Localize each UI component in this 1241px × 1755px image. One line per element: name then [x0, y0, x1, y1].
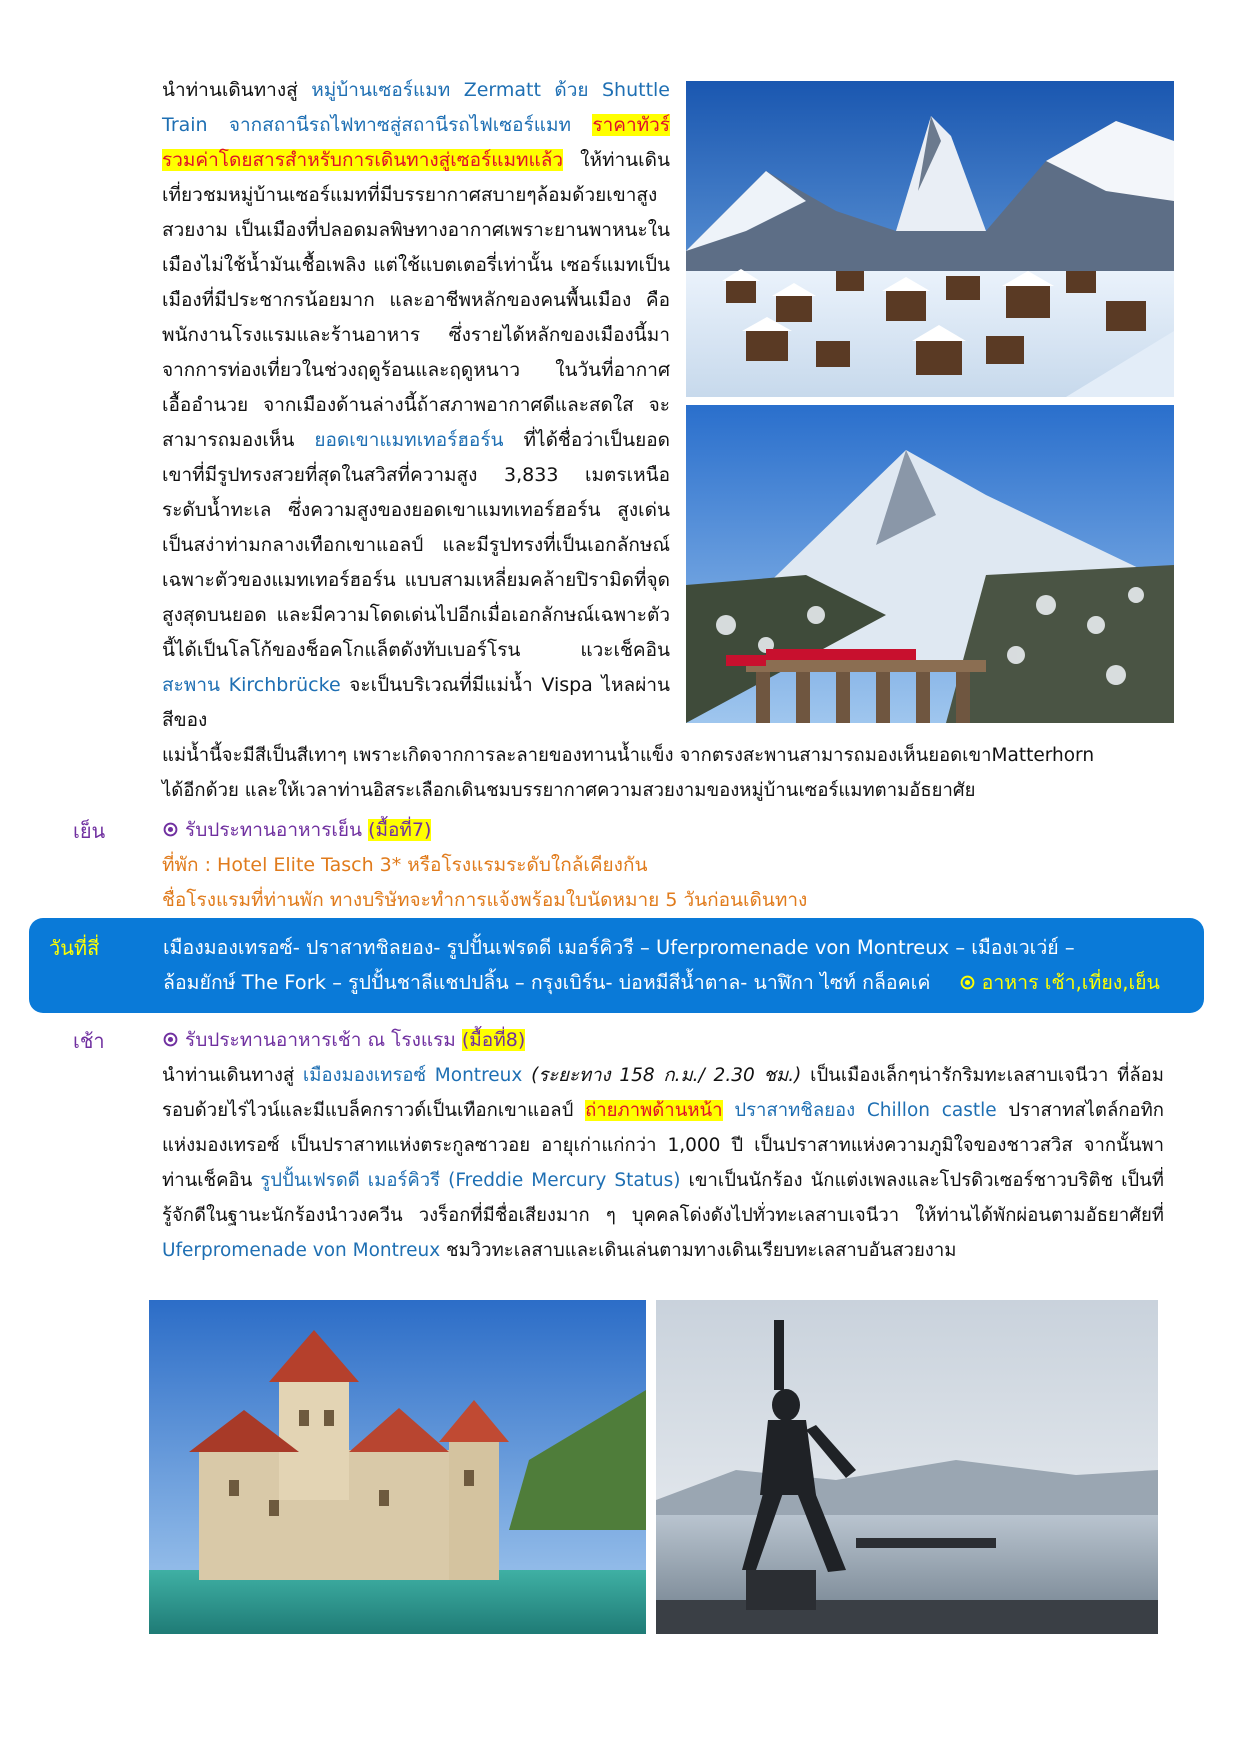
- dish-icon: [959, 974, 976, 991]
- kirchbrucke-text: สะพาน Kirchbrücke: [162, 674, 341, 696]
- matterhorn-text: ยอดเขาแมทเทอร์ฮอร์น: [314, 429, 504, 451]
- itinerary-line-1: เมืองมองเทรอซ์- ปราสาทชิลยอง- รูปปั้นเฟรดดี เมอร์คิวรี – Uferpromenade von Montreux – เมืองเวเว่ย์ –: [163, 936, 1075, 959]
- montreux-paragraph: นำท่านเดินทางสู่ เมืองมองเทรอซ์ Montreux (ระยะทาง 158 ก.ม./ 2.30 ชม.) เป็นเมืองเล็กๆน่ารักริมทะเลสาบเจนีวา ที่ล้อมรอบด้วยไร่ไวน์และมีแบล็คกราวด์เป็นเทือกเขาแอลป์ ถ่ายภาพด้านหน้า ปราสาทชิลยอง Chillon castle ปราสาทสไตล์กอทิกแห่งมองเทรอซ์ เป็นปราสาทแห่งตระกูลซาวอย อายุเก่าแก่กว่า 1,000 ปี เป็นปราสาทแห่งความภูมิใจของชาวสวิส จากนั้นพาท่านเช็คอิน รูปปั้นเฟรดดี เมอร์คิวรี (Freddie Mercury Status) เขาเป็นนักร้อง นักแต่งเพลงและโปรดิวเซอร์ชาวบริติช เป็นที่รู้จักดีในฐานะนักร้องนำวงควีน วงร็อกที่มีชื่อเสียงมาก ๆ บุคคลโด่งดังไปทั่วทะเลสาบเจนีวา ให้ท่านได้พักผ่อนตามอัธยาศัยที่ Uferpromenade von Montreux ชมวิวทะเลสาบและเดินเล่นตามทางเดินเรียบทะเลสาบอันสวยงาม: [162, 1065, 1164, 1261]
- promenade-text: Uferpromenade von Montreux: [162, 1240, 441, 1261]
- zermatt-paragraph: นำท่านเดินทางสู่ หมู่บ้านเซอร์แมท Zermatt ด้วย Shuttle Train จากสถานีรถไฟทาซสู่สถานีรถไฟเซอร์แมท ราคาทัวร์รวมค่าโดยสารสำหรับการเดินทางสู่เซอร์แมทแล้ว ให้ท่านเดินเที่ยวชมหมู่บ้านเซอร์แมทที่มีบรรยากาศสบายๆล้อมด้วยเขาสูงสวยงาม เป็นเมืองที่ปลอดมลพิษทางอากาศเพราะยานพาหนะในเมืองไม่ใช้น้ำมันเชื้อเพลิง แต่ใช้แบตเตอรี่เท่านั้น เซอร์แมทเป็นเมืองที่มีประชากรน้อยมาก และอาชีพหลักของคนพื้นเมือง คือพนักงานโรงแรมและร้านอาหาร ซึ่งรายได้หลักของเมืองนี้มาจากการท่องเที่ยวในช่วงฤดูร้อนและฤดูหนาว ในวันที่อากาศเอื้ออำนวย จากเมืองด้านล่างนี้ถ้าสภาพอากาศดีและสดใส จะสามารถมองเห็น ยอดเขาแมทเทอร์ฮอร์น ที่ได้ชื่อว่าเป็นยอดเขาที่มีรูปทรงสวยที่สุดในสวิสที่ความสูง 3,833 เมตรเหนือระดับน้ำทะเล ซึ่งความสูงของยอดเขาแมทเทอร์ฮอร์น สูงเด่นเป็นสง่าท่ามกลางเทือกเขาแอลป์ และมีรูปทรงที่เป็นเอกลักษณ์เฉพาะตัวของแมทเทอร์ฮอร์น แบบสามเหลี่ยมคล้ายปิรามิดที่จุดสูงสุดบนยอด และมีความโดดเด่นไปอีกเมื่อเอกลักษณ์เฉพาะตัวนี้ได้เป็นโลโก้ของช็อคโกแล็ตดังทับเบอร์โรน แวะเช็คอิน สะพาน Kirchbrücke จะเป็นบริเวณที่มีแม่น้ำ Vispa ไหลผ่าน สีของ: [162, 79, 671, 731]
- dish-icon: [162, 1031, 179, 1048]
- zermatt-link-text: หมู่บ้านเซอร์แมท Zermatt ด้วย Shuttle Train จากสถานีรถไฟทาซสู่สถานีรถไฟเซอร์แมท: [162, 79, 670, 136]
- hotel-note: ชื่อโรงแรมที่ท่านพัก ทางบริษัทจะทำการแจ้งพร้อมใบนัดหมาย 5 วันก่อนเดินทาง: [162, 889, 808, 911]
- itinerary-line-2: ล้อมยักษ์ The Fork – รูปปั้นชาลีแชปปลิ้น – กรุงเบิร์น- บ่อหมีสีน้ำตาล- นาฬิกา ไซท์ กล็อคเค่ อาหาร เช้า,เที่ยง,เย็น: [163, 971, 1160, 994]
- price-highlight: ราคาทัวร์รวมค่าโดยสารสำหรับการเดินทางสู่เซอร์แมทแล้ว: [162, 114, 671, 171]
- breakfast-meal-no: (มื้อที่8): [461, 1029, 526, 1051]
- meals-summary: อาหาร เช้า,เที่ยง,เย็น: [959, 971, 1160, 994]
- breakfast-time-label: เช้า: [73, 1029, 105, 1053]
- dinner-line: รับประทานอาหารเย็น (มื้อที่7): [162, 815, 431, 845]
- chillon-castle-photo: [149, 1300, 646, 1634]
- dish-icon: [162, 821, 179, 838]
- hotel-line: ที่พัก : Hotel Elite Tasch 3* หรือโรงแรมระดับใกล้เคียงกัน: [162, 854, 648, 876]
- photo-highlight: ถ่ายภาพด้านหน้า: [585, 1100, 723, 1121]
- dinner-time-label: เย็น: [73, 819, 106, 843]
- montreux-text: เมืองมองเทรอซ์ Montreux: [302, 1065, 523, 1086]
- breakfast-line: รับประทานอาหารเช้า ณ โรงแรม (มื้อที่8): [162, 1025, 525, 1055]
- day-label: วันที่สี่: [49, 936, 100, 960]
- dinner-meal-no: (มื้อที่7): [368, 819, 432, 841]
- day-four-banner: [29, 918, 1204, 1013]
- zermatt-village-photo: [686, 81, 1174, 397]
- zermatt-paragraph-wide: แม่น้ำนี้จะมีสีเป็นสีเทาๆ เพราะเกิดจากการละลายของทานน้ำแข็ง จากตรงสะพานสามารถมองเห็นยอดเขาMatterhorn ได้อีกด้วย และให้เวลาท่านอิสระเลือกเดินชมบรรยากาศความสวยงามของหมู่บ้านเซอร์แมทตามอัธยาศัย: [162, 745, 1095, 801]
- glacier-express-photo: [686, 405, 1174, 723]
- freddie-text: รูปปั้นเฟรดดี เมอร์คิวรี (Freddie Mercury Status): [260, 1170, 681, 1191]
- chillon-text: ปราสาทชิลยอง Chillon castle: [734, 1100, 997, 1121]
- freddie-mercury-statue-photo: [656, 1300, 1158, 1634]
